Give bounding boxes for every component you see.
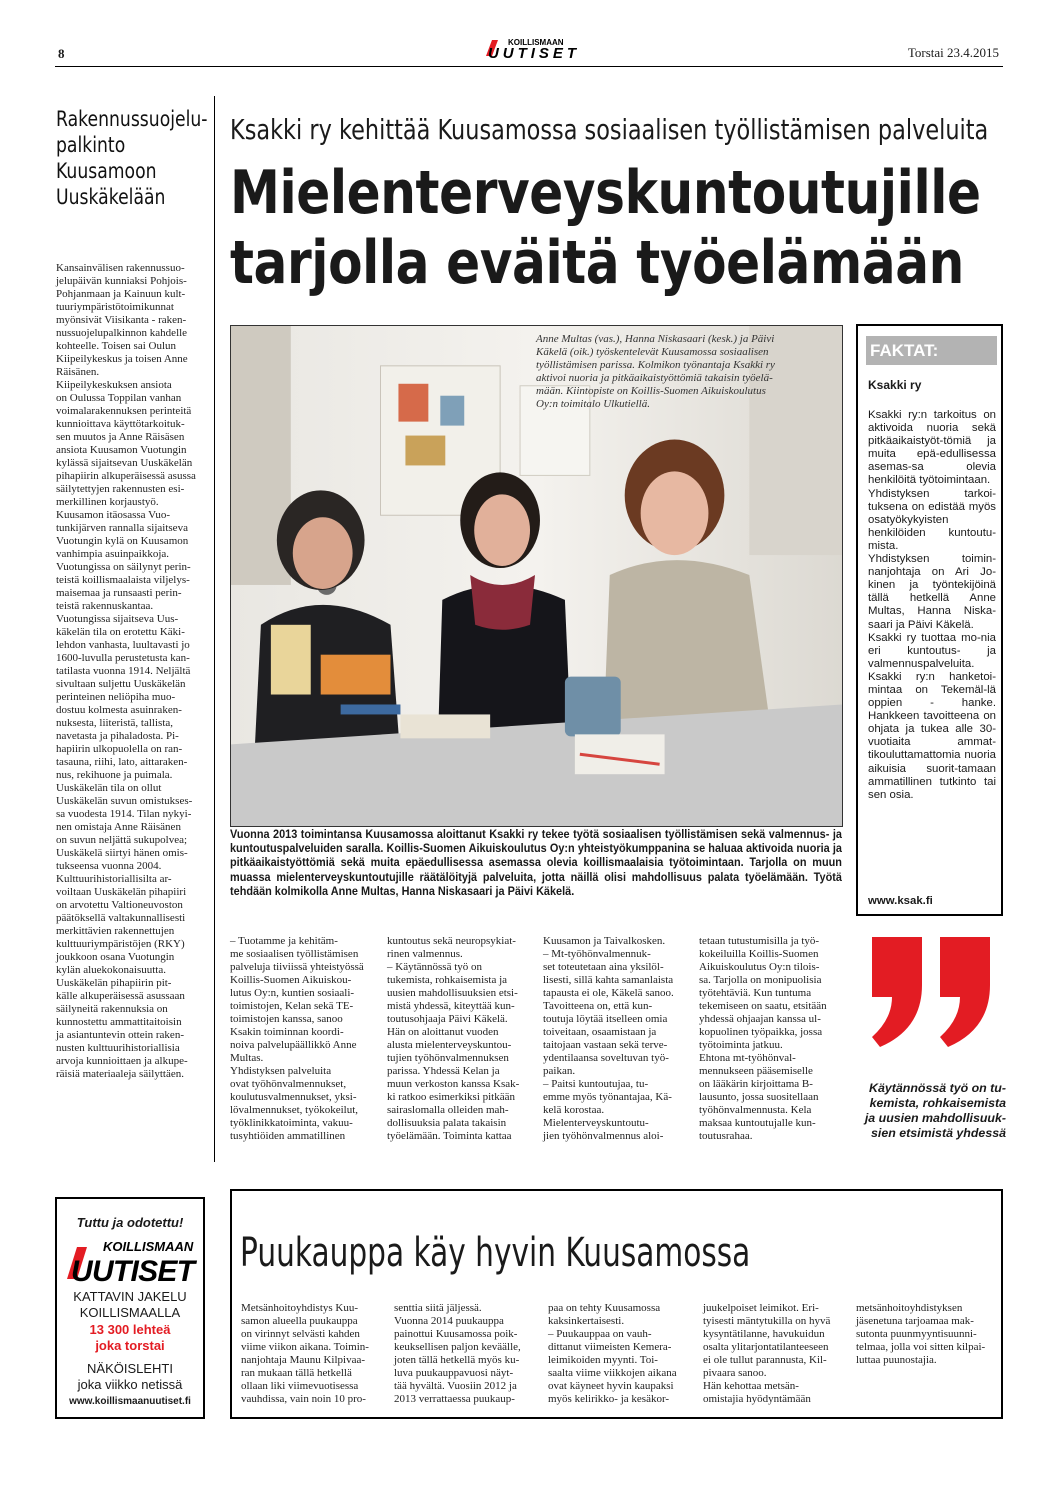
article-headline-line2: tarjolla eväitä työelämään (230, 228, 964, 298)
quote-marks-icon (862, 937, 1000, 1047)
header-date: Torstai 23.4.2015 (907, 45, 999, 60)
faktat-box (856, 324, 1003, 916)
ad-distribution-line1: KATTAVIN JAKELU (73, 1289, 187, 1304)
bottom-article-column-3: paa on tehty Kuusamossa kaksinkertaisesti. – Puukauppaa on vauh- dittanut viimeisten Kemera- leimikoiden myynti. Toi- saalta viime viikkojen aikana ovat käyneet hyvin kaupaksi myös kelirikko- ja kesäkor- (548, 1302, 677, 1405)
column-divider (214, 96, 215, 1162)
sidebar-headline: Rakennussuojelu- palkinto Kuusamoon Uuskäkelään (56, 107, 208, 209)
article-column-2: kuntoutus sekä neuropsykiat- rinen valmennus. – Käytännössä työ on tukemista, rohkaisemista ja uusien mahdollisuuksien etsi- mistä yhdessä, kiteyttää kun- toutusohjaaja Päivi Käkelä. Hän on aloittanut vuoden alusta mielenterveyskuntou- tujien työhönvalmennuksen parissa. Yhdessä Kelan ja muun verkoston kanssa Ksak- ki ratkoo esimerkiksi pitkään sairaslomalla olleiden mah- dollisuuksia palata takaisin työelämään. Toiminta kattaa (387, 935, 520, 1142)
ad-weekly-online: joka viikko netissä (77, 1377, 183, 1392)
bottom-article-headline: Puukauppa käy hyvin Kuusamossa (240, 1230, 751, 1276)
article-kicker: Ksakki ry kehittää Kuusamossa sosiaalisen työllistämisen palveluita (230, 113, 989, 146)
ad-website-link[interactable]: www.koillismaanuutiset.fi (69, 1396, 191, 1407)
ad-circulation-day: joka torstai (95, 1338, 165, 1353)
bottom-article-column-4: juukelpoiset leimikot. Eri- tyisesti mäntytukilla on hyvä kysyntätilanne, havukuidun osalta ylitarjontatilanteeseen ei ole tullut parannusta, Kil- pivaara sanoo. Hän kehottaa metsän- omistajia hyödyntämään (703, 1302, 831, 1405)
faktat-subtitle: Ksakki ry (868, 378, 922, 392)
article-lead: Vuonna 2013 toimintansa Kuusamossa aloittanut Ksakki ry tekee työtä sosiaalisen työllistämisen sekä valmennus- ja kuntoutuspalveluiden saralla. Koillis-Suomen Aikuiskoulutus Oy:n yhteistyökumppanina se haluaa aktivoida nuoria ja pitkäaikaistyöttömiä sekä muita epäedullisessa asemassa olevia koillismaalaisia työtoimintaan. Tarjolla on muun muassa mielenterveyskuntoutujille räätälöityjä palveluita, jotta näillä olisi mahdollisuus palata työelämään. Työtä tehdään kolmikolla Anne Multas, Hanna Niskasaari ja Päivi Käkelä. (230, 828, 842, 898)
ad-distribution-line2: KOILLISMAALLA (79, 1305, 181, 1320)
faktat-label: FAKTAT: (866, 336, 997, 365)
article-headline-line1: Mielenterveyskuntoutujille (230, 158, 981, 228)
faktat-website-link[interactable]: www.ksak.fi (868, 895, 933, 907)
pull-quote: Käytännössä työ on tu- kemista, rohkaisemista ja uusien mahdollisuuk- sien etsimistä yhdessä (864, 1081, 1006, 1140)
article-column-4: tetaan tutustumisilla ja työ- kokeiluilla Koillis-Suomen Aikuiskoulutus Oy:n tilois- sa. Tarjolla on monipuolisia työtehtäviä. Kun tuntuma tekemiseen on saatu, etsitään yhdessä ohjaajan kanssa ul- kopuolinen työpaikka, jossa työtoiminta jatkuu. Ehtona mt-työhönval- mennukseen pääsemiselle on lääkärin kirjoittama B- lausunto, jossa suositellaan työhönvalmennusta. Kela maksaa kuntoutujalle kun- toutusrahaa. (699, 935, 827, 1142)
article-column-1: – Tuotamme ja kehitäm- me sosiaalisen työllistämisen palveluja tiiviissä yhteistyössä Koillis-Suomen Aikuiskou- lutus Oy:n, kuntien sosiaali- toimistojen, Kelan sekä TE- toimistojen kanssa, sanoo Ksakin toiminnan koordi- noiva palvelupäällikkö Anne Multas. Yhdistyksen palveluita ovat työhönvalmennukset, koulutusvalmennukset, yksi- lövalmennukset, työkokeilut, työklinikkatoiminta, vakuu- tusyhtiöiden ammatillinen (230, 935, 364, 1142)
bottom-article-column-2: senttia siitä jäljessä. Vuonna 2014 puukauppa painottui Kuusamossa poik- keuksellisen paljon keväälle, joten tällä hetkellä myös ku- luva puukauppavuosi näyt- tää hyvältä. Vuosiin 2012 ja 2013 verrattaessa puukaup- (394, 1302, 521, 1405)
photo-caption: Anne Multas (vas.), Hanna Niskasaari (kesk.) ja Päivi Käkelä (oik.) työskentelevät Kuusamossa sosiaalisen työllistämisen parissa. Kolmikon työnantaja Ksakki ry aktivoi nuoria ja pitkäaikaistyöttömiä takaisin työelä- mään. Kiintopiste on Koillis-Suomen Aikuiskoulutus Oy:n toimitalo Ulkutiellä. (536, 333, 775, 410)
masthead-main: UUTISET (488, 45, 576, 60)
page-number: 8 (58, 46, 65, 61)
article-column-3: Kuusamon ja Taivalkosken. – Mt-työhönvalmennuk- set toteutetaan aina yksilöl- lisesti, sillä kahta samanlaista tapausta ei ole, Käkelä sanoo. Tavoitteena on, että kun- toutuja löytää itselleen omia toiveitaan, osaamistaan ja taitojaan vastaan sekä terve- ydentilaansa soveltuvan työ- paikan. – Paitsi kuntoutujaa, tu- emme myös työnantajaa, Kä- kelä korostaa. Mielenterveyskuntoutu- jien työhönvalmennus aloi- (543, 935, 674, 1142)
subscription-ad (55, 1197, 205, 1419)
ad-digital-edition: NÄKÖISLEHTI (87, 1361, 173, 1376)
sidebar-body: Kansainvälisen rakennussuo- jelupäivän kunniaksi Pohjois- Pohjanmaan ja Kainuun kult- tuuriympäristötoimikunnat myönsivät Viisikanta - raken- nussuojelupalkinnon kahdelle kohteelle. Toisen sai Oulun Kiipeilykeskus ja toisen Anne Räisänen. Kiipeilykeskuksen ansiota on Oulussa Toppilan vanhan voimalarakennuksen perinteitä kunnioittava käyttötarkoituk- sen muutos ja Anne Räisäsen ansiota Kuusamon Vuotungin kylässä sijaitsevan Uuskäkelän pihapiirin alkuperäisessä asussa säilytettyjen rakennusten esi- merkillinen korjaustyö. Kuusamon itäosassa Vuo- tunkijärven rannalla sijaitseva Vuotungin kylä on Kuusamon vanhimpia asuinpaikkoja. Vuotungissa on säilynyt perin- teistä koillismaalaista viljelys- maisemaa ja runsaasti perin- teistä rakennuskantaa. Vuotungissa sijaitseva Uus- käkelän tila on erotettu Käki- lehdon vanhasta, luultavasti jo 1600-luvulla perustetusta kan- tatilasta vuonna 1914. Neljältä sivultaan suljettu Uuskäkelän perinteinen neliöpiha muo- dostuu kolmesta asuinraken- nuksesta, liiteristä, tallista, navetasta ja pihaladosta. Pi- hapiirin ulkopuolella on ran- tasauna, riihi, lato, aittaraken- nus, rekihuone ja puimala. Uuskäkelän tila on ollut Uuskäkelän suvun omistukses- sa vuodesta 1914. Tilan nykyi- nen omistaja Anne Räisänen on suvun neljättä sukupolvea; Uuskäkelä siirtyi hänen omis- tukseensa vuonna 2004. Kulttuurihistoriallisilta ar- voiltaan Uuskäkelän pihapiiri on arvotettu Valtioneuvoston päätöksellä valtakunnallisesti merkittävien rakennettujen kulttuuriympäristöjen (RKY) joukkoon osana Vuotungin kylän aluekokonaisuutta. Uuskäkelän pihapiirin pit- källe alkuperäisessä asussaan säilyneitä rakennuksia on kunnostettu ammattitaitoisin ja asiantuntevin ottein raken- nusten kulttuurihistoriallisia arvoja kunnioittaen ja alkupe- räisiä materiaaleja säilyttäen. (56, 262, 196, 1080)
ad-logo-top: KOILLISMAAN (103, 1239, 194, 1254)
header-rule (55, 66, 1003, 67)
ad-logo-main: UUTISET (71, 1255, 195, 1285)
masthead-logo (484, 36, 584, 60)
bottom-article-column-5: metsänhoitoyhdistyksen jäsenetuna tarjoamaa mak- sutonta puunmyyntisuunni- telmaa, jolla voi sitten kilpai- luttaa puunostajia. (856, 1302, 986, 1366)
masthead-top: KOILLISMAAN (508, 38, 564, 47)
ad-logo (63, 1233, 199, 1285)
bottom-article-column-1: Metsänhoitoyhdistys Kuu- samon alueella puukauppa on virinnyt selvästi kahden viime viikon aikana. Toimin- nanjohtaja Maunu Kilpivaa- ran mukaan tällä hetkellä ollaan liki viimevuotisessa vauhdissa, vain noin 10 pro- (241, 1302, 369, 1405)
ad-tagline: Tuttu ja odotettu! (76, 1215, 184, 1230)
faktat-body: Ksakki ry:n tarkoitus on aktivoida nuoria sekä pitkäaikaistyöt-tömiä ja muita epä-edullisessa asemas-sa olevia henkilöitä työtoimintaan. Yhdistyksen tarkoi-tuksena on edistää myös osatyökykyisten henkilöiden kuntoutu-mista. Yhdistyksen toimin-nanjohtaja on Ari Jo-kinen ja työntekijöinä tällä hetkellä Anne Multas, Hanna Niska-saari ja Päivi Käkelä. Ksakki ry tuottaa mo-nia eri kuntoutus- ja valmennuspalveluita. Ksakki ry:n hanketoi-mintaa on Tekemäl-lä oppien - hanke. Hankkeen tavoitteena on ohjata ja tukea alle 30-vuotiaita ammat-tikouluttamattomia nuoria aikuisia suorit-tamaan ammatillinen tutkinto tai sen osia. (868, 409, 996, 801)
ad-circulation-count: 13 300 lehteä (89, 1322, 171, 1337)
